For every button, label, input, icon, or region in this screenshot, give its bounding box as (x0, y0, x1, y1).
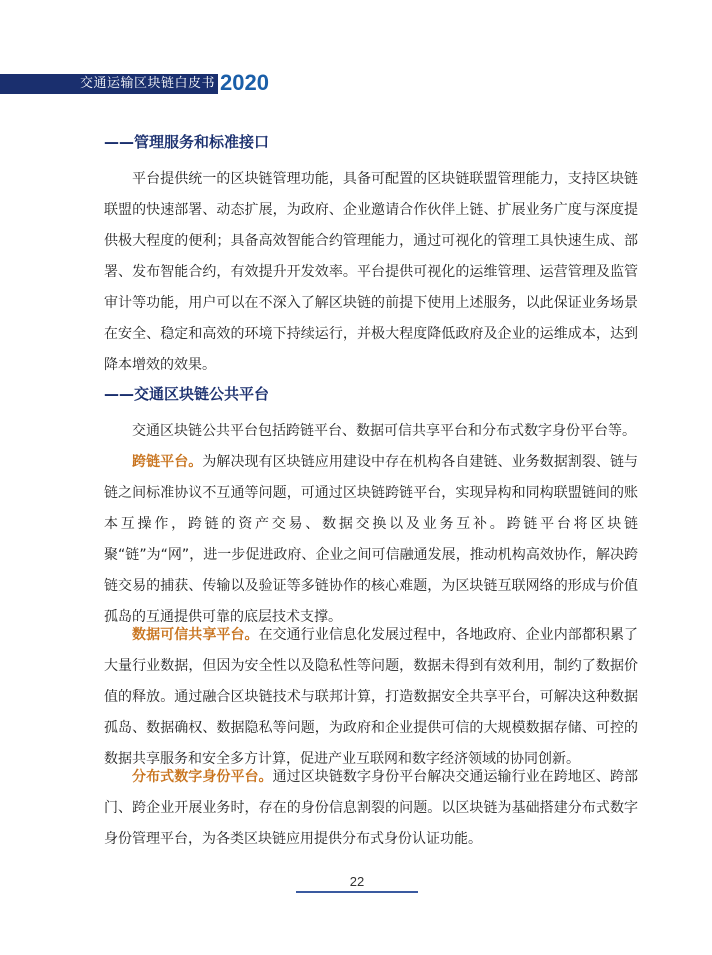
cross-chain-term: 跨链平台。 (132, 454, 203, 470)
page-number: 22 (349, 874, 365, 889)
public-platform-intro (104, 416, 638, 447)
cross-chain-text: 为解决现有区块链应用建设中存在机构各自建链、业务数据割裂、链与链之间标准协议不互通等问题，可通过区块链跨链平台，实现异构和同构联盟链间的账本互操作，跨链的资产交易、数据交换以及业务互补。跨链平台将区块链聚“链”为“网”，进一步促进政府、企业之间可信融通发展，推动机构高效协作，解决跨链交易的捕获、传输以及验证等多链协作的核心难题，为区块链互联网络的形成与价值孤岛的互通提供可靠的底层技术支撑。 (104, 454, 639, 625)
management-text: 平台提供统一的区块链管理功能，具备可配置的区块链联盟管理能力，支持区块链联盟的快速部署、动态扩展，为政府、企业邀请合作伙伴上链、扩展业务广度与深度提供极大程度的便利；具备高效智能合约管理能力，通过可视化的管理工具快速生成、部署、发布智能合约，有效提升开发效率。平台提供可视化的运维管理、运营管理及监管审计等功能，用户可以在不深入了解区块链的前提下使用上述服务，以此保证业务场景在安全、稳定和高效的环境下持续运行，并极大程度降低政府及企业的运维成本，达到降本增效的效果。 (104, 171, 638, 373)
header-title: 交通运输区块链白皮书 (80, 76, 216, 91)
footer-divider (296, 891, 418, 893)
section-heading-management: ——管理服务和标准接口 (104, 133, 270, 151)
data-sharing-text: 在交通行业信息化发展过程中，各地政府、企业内部都积累了大量行业数据，但因为安全性以及隐私性等问题，数据未得到有效利用，制约了数据价值的释放。通过融合区块链技术与联邦计算，打造数据安全共享平台，可解决这种数据孤岛、数据确权、数据隐私等问题，为政府和企业提供可信的大规模数据存储、可控的数据共享服务和安全多方计算，促进产业互联网和数字经济领域的协同创新。 (104, 627, 639, 767)
management-paragraph (104, 164, 638, 381)
identity-term: 分布式数字身份平台。 (132, 769, 273, 785)
cross-chain-paragraph (104, 447, 638, 633)
header-year: 2020 (220, 70, 269, 95)
public-platform-intro-text: 交通区块链公共平台包括跨链平台、数据可信共享平台和分布式数字身份平台等。 (132, 423, 636, 439)
identity-text: 通过区块链数字身份平台解决交通运输行业在跨地区、跨部门、跨企业开展业务时，存在的身份信息割裂的问题。以区块链为基础搭建分布式数字身份管理平台，为各类区块链应用提供分布式身份认证功能。 (104, 769, 639, 847)
data-sharing-term: 数据可信共享平台。 (132, 627, 259, 643)
identity-paragraph (104, 762, 638, 855)
data-sharing-paragraph (104, 620, 638, 775)
section-heading-public-platform: ——交通区块链公共平台 (104, 385, 270, 403)
